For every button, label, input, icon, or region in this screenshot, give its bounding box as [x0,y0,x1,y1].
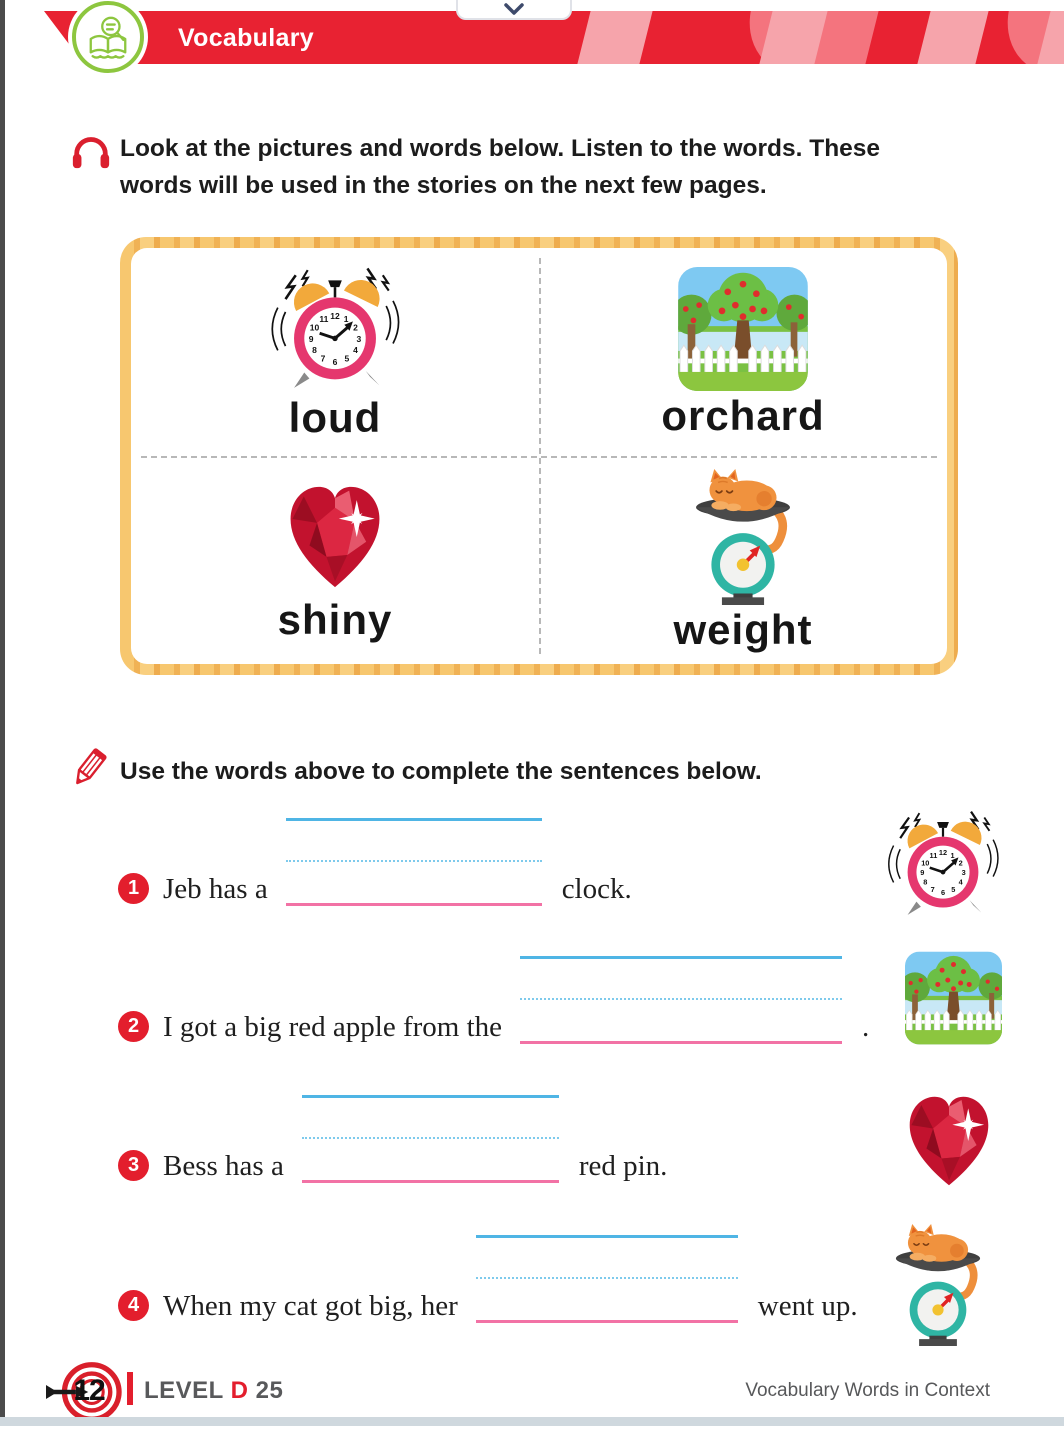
lesson-number: 25 [255,1377,284,1404]
card-horizontal-divider [141,456,937,458]
sentence-text-before: When my cat got big, her [163,1290,458,1322]
level-letter: D [230,1377,249,1404]
book-search-icon [85,14,131,60]
answer-blank-3[interactable] [302,1095,559,1183]
guide-line-bottom [520,1041,842,1044]
vocabulary-section-badge [72,1,144,73]
sentence-text-after: . [862,1011,870,1043]
answer-blank-4[interactable] [476,1235,738,1323]
listen-instruction: Look at the pictures and words below. Listen to the words. These words will be used in the stories on the next few pages. [120,135,881,199]
answer-blank-2[interactable] [520,956,842,1044]
guide-line-middle [302,1137,559,1139]
sentence-1 [118,818,632,906]
sentence-2 [118,956,869,1044]
sentence-text-after: went up. [757,1290,858,1322]
guide-line-bottom [286,903,542,906]
scroll-down-button[interactable] [456,0,572,20]
sentence-text-before: I got a big red apple from the [163,1011,503,1043]
sentence-number: 4 [118,1290,149,1321]
heart-gem-image [903,1090,995,1192]
vocab-word: orchard [661,392,825,439]
answer-blank-1[interactable] [286,818,542,906]
vocab-cell-shiny [131,456,539,664]
sentence-4 [118,1235,858,1323]
pencil-icon [70,746,108,790]
sentence-text-before: Jeb has a [163,873,268,905]
headphones-icon [70,131,112,171]
alarm-clock-image [884,808,1002,920]
sentence-number: 3 [118,1150,149,1181]
vocab-cell-orchard [539,248,947,456]
level-label [144,1377,283,1405]
guide-line-top [476,1235,738,1238]
vocab-cell-weight [539,456,947,664]
footer-section-name: Vocabulary Words in Context [745,1380,990,1401]
section-title: Vocabulary [178,24,314,52]
write-instruction: Use the words above to complete the sentences below. [120,758,762,785]
page-number: 12 [73,1374,105,1407]
level-word: LEVEL [144,1377,224,1404]
sentence-text-after: red pin. [578,1150,668,1182]
page-left-border [0,0,5,1418]
sentence-text-before: Bess has a [163,1150,284,1182]
alarm-clock-image [259,265,411,393]
heart-gem-image [283,479,387,595]
guide-line-bottom [302,1180,559,1183]
banner-stripe [574,11,655,64]
vocab-word: shiny [277,596,393,643]
guide-line-top [302,1095,559,1098]
chevron-down-icon [504,3,524,16]
vocabulary-card [120,237,958,675]
bottom-edge-bar [0,1417,1064,1426]
guide-line-bottom [476,1320,738,1323]
banner-stripe [914,11,991,64]
sentence-number: 2 [118,1011,149,1042]
guide-line-middle [476,1277,738,1279]
apple-orchard-image [905,951,1002,1045]
footer-divider [127,1372,133,1405]
vocab-cell-loud [131,248,539,456]
cat-on-scale-image [689,469,797,605]
vocab-word: weight [673,606,813,653]
cat-on-scale-image [886,1224,990,1346]
apple-orchard-image [678,267,808,391]
sentence-text-after: clock. [561,873,632,905]
guide-line-top [520,956,842,959]
vocab-word: loud [288,394,382,441]
guide-line-middle [286,860,542,862]
sentence-number: 1 [118,873,149,904]
sentence-3 [118,1095,667,1183]
guide-line-top [286,818,542,821]
guide-line-middle [520,998,842,1000]
